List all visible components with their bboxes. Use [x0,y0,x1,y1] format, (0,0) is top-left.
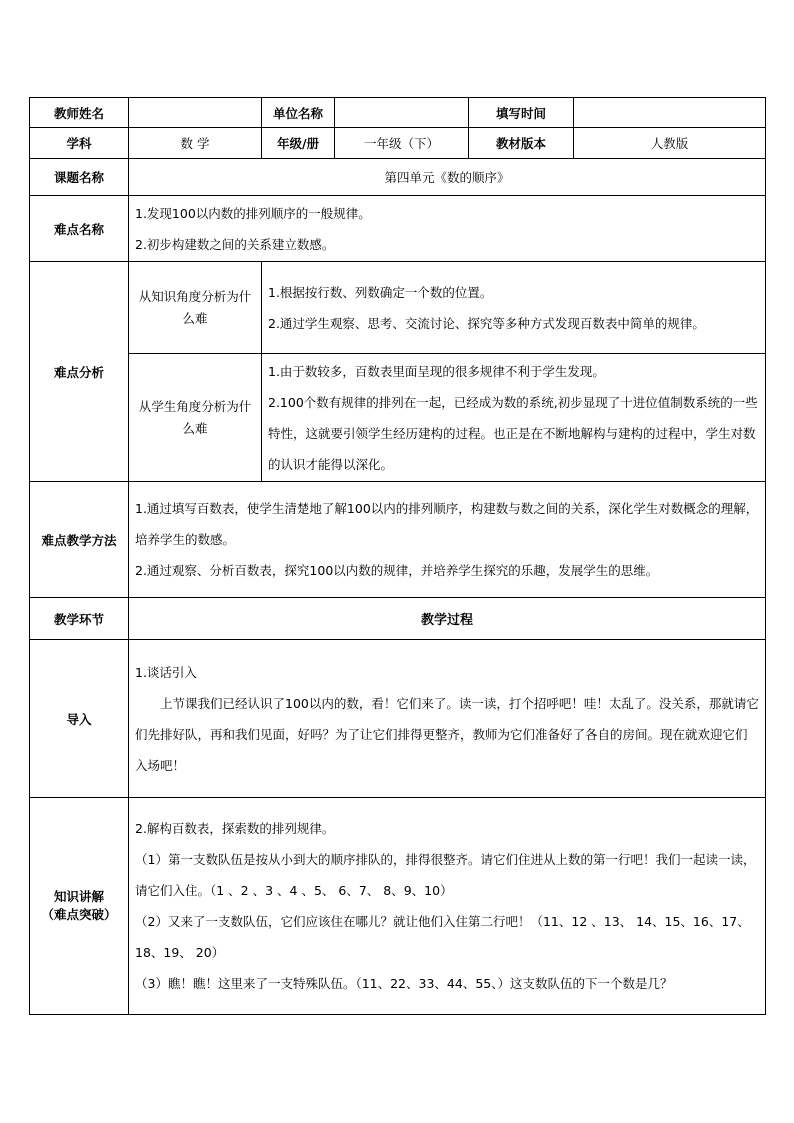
stage-header-label: 教学环节 [30,598,129,640]
knowledge-item: （2）又来了一支数队伍，它们应该住在哪儿？就让他们入住第二行吧！（11、12 、13、 14、15、16、17、18、19、 20） [135,914,750,960]
knowledge-angle-item: 2.通过学生观察、思考、交流讨论、探究等多种方式发现百数表中简单的规律。 [268,315,705,331]
analysis-label: 难点分析 [30,262,129,482]
subject-row [30,128,766,159]
knowledge-angle-content [262,262,766,354]
difficulty-item: 1.发现100以内数的排列顺序的一般规律。 [135,205,371,221]
grade-label: 年级/册 [262,128,335,159]
difficulty-item: 2.初步构建数之间的关系建立数感。 [135,236,335,252]
difficulty-row [30,196,766,262]
lesson-title-label: 课题名称 [30,159,129,196]
teacher-name-label: 教师姓名 [30,98,129,128]
knowledge-angle-label: 从知识角度分析为什么难 [129,262,262,354]
knowledge-item: （3）瞧！瞧！这里来了一支特殊队伍。（11、22、33、44、55、）这支数队伍的下一个数是几？ [135,976,673,991]
analysis-student-row [30,354,766,482]
teacher-name-value [129,98,262,128]
student-angle-content [262,354,766,482]
process-header-label: 教学过程 [129,598,766,640]
fill-time-value [574,98,766,128]
method-item: 2.通过观察、分析百数表，探究100以内数的规律，并培养学生探究的乐趣，发展学生的思维。 [135,563,659,578]
lesson-row [30,159,766,196]
method-row [30,482,766,598]
knowledge-row [30,798,766,1015]
difficulty-label: 难点名称 [30,196,129,262]
knowledge-content [129,798,766,1015]
intro-label: 导入 [30,640,129,798]
unit-name-label: 单位名称 [262,98,335,128]
edition-label: 教材版本 [469,128,574,159]
knowledge-title: 2.解构百数表，探索数的排列规律。 [135,821,335,836]
student-angle-label: 从学生角度分析为什么难 [129,354,262,482]
process-header-row [30,598,766,640]
fill-time-label: 填写时间 [469,98,574,128]
subject-value: 数 学 [129,128,262,159]
lesson-plan-table [29,97,766,1015]
intro-content [129,640,766,798]
student-angle-item: 2.100个数有规律的排列在一起，已经成为数的系统,初步显现了十进位值制数系统的一些特性，这就要引领学生经历建构的过程。也正是在不断地解构与建构的过程中，学生对数的认识才能得以深化。 [268,394,758,472]
header-row [30,98,766,128]
knowledge-label-sub: （难点突破） [41,907,117,922]
intro-title: 1.谈话引入 [135,664,197,680]
method-item: 1.通过填写百数表，使学生清楚地了解100以内的排列顺序，构建数与数之间的关系，深化学生对数概念的理解，培养学生的数感。 [135,501,759,547]
lesson-title-value: 第四单元《数的顺序》 [129,159,766,196]
edition-value: 人教版 [574,128,766,159]
grade-value: 一年级（下） [335,128,469,159]
difficulty-content [129,196,766,262]
knowledge-item: （1）第一支数队伍是按从小到大的顺序排队的，排得很整齐。请它们住进从上数的第一行吧！我们一起读一读，请它们入住。（1 、2 、3 、4 、5、 6、7、 8、9、10） [135,852,756,898]
student-angle-item: 1.由于数较多，百数表里面呈现的很多规律不利于学生发现。 [268,363,605,379]
method-label: 难点教学方法 [30,482,129,598]
unit-name-value [335,98,469,128]
intro-body: 上节课我们已经认识了100以内的数，看！它们来了。读一读，打个招呼吧！哇！太乱了。没关系，那就请它们先排好队，再和我们见面，好吗？为了让它们排得更整齐，教师为它们准备好了各自的房间。现在就欢迎它们入场吧！ [135,695,759,773]
knowledge-angle-item: 1.根据按行数、列数确定一个数的位置。 [268,284,493,300]
method-content [129,482,766,598]
intro-row [30,640,766,798]
knowledge-label-cell [30,798,129,1015]
subject-label: 学科 [30,128,129,159]
knowledge-label: 知识讲解 [53,889,104,904]
analysis-knowledge-row [30,262,766,354]
